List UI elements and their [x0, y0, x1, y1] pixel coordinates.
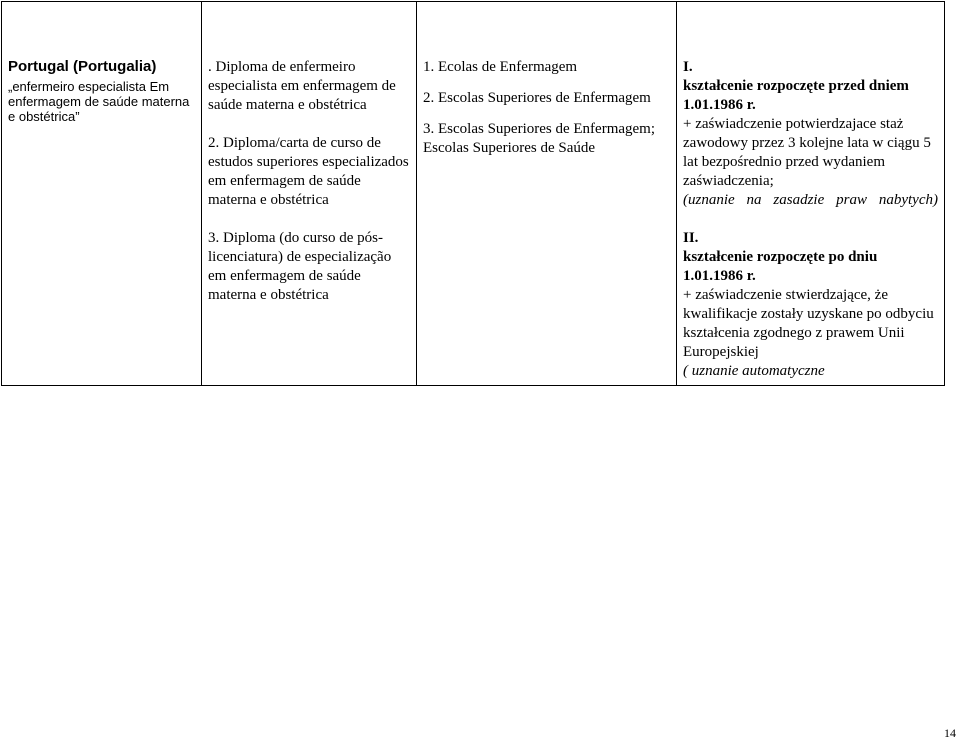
diploma-item: 2. Diploma/carta de curso de estudos superiores especializados em enfermagem de saúde materna e obstétrica — [208, 135, 409, 208]
section-numeral: I. — [683, 59, 693, 75]
institution-cell — [417, 2, 677, 386]
professional-title: „enfermeiro especialista Em enfermagem de saúde materna e obstétrica” — [8, 79, 190, 124]
section-body: + zaświadczenie potwierdzajace staż zawodowy przez 3 kolejne lata w ciągu 5 lat bezpośrednio przed wydaniem zaświadczenia; — [683, 116, 931, 189]
country-cell — [2, 2, 202, 386]
rights-note: ( uznanie automatyczne — [683, 363, 825, 379]
diploma-item: 3. Diploma (do curso de pós-licenciatura) de especialização em enfermagem de saúde materna e obstétrica — [208, 230, 392, 303]
country-name: Portugal (Portugalia) — [8, 58, 157, 75]
institution-item: 2. Escolas Superiores de Enfermagem — [423, 90, 651, 106]
section-heading: kształcenie rozpoczęte przed dniem 1.01.1986 r. — [683, 78, 909, 113]
section-heading: kształcenie rozpoczęte po dniu 1.01.1986 r. — [683, 249, 878, 284]
section-body: + zaświadczenie stwierdzające, że kwalifikacje zostały uzyskane po odbyciu kształcenia zgodnego z prawem Unii Europejskiej — [683, 287, 934, 360]
institution-item: 3. Escolas Superiores de Enfermagem; Escolas Superiores de Saúde — [423, 121, 656, 156]
rights-note: (uznanie na zasadzie praw nabytych) — [683, 192, 938, 208]
page-number: 14 — [944, 726, 956, 740]
diploma-item: . Diploma de enfermeiro especialista em enfermagem de saúde materna e obstétrica — [208, 59, 396, 113]
table-row — [2, 2, 945, 386]
institution-item: 1. Ecolas de Enfermagem — [423, 59, 578, 75]
section-numeral: II. — [683, 230, 699, 246]
diploma-cell — [202, 2, 417, 386]
notes-cell — [677, 2, 945, 386]
qualifications-table — [1, 1, 945, 386]
